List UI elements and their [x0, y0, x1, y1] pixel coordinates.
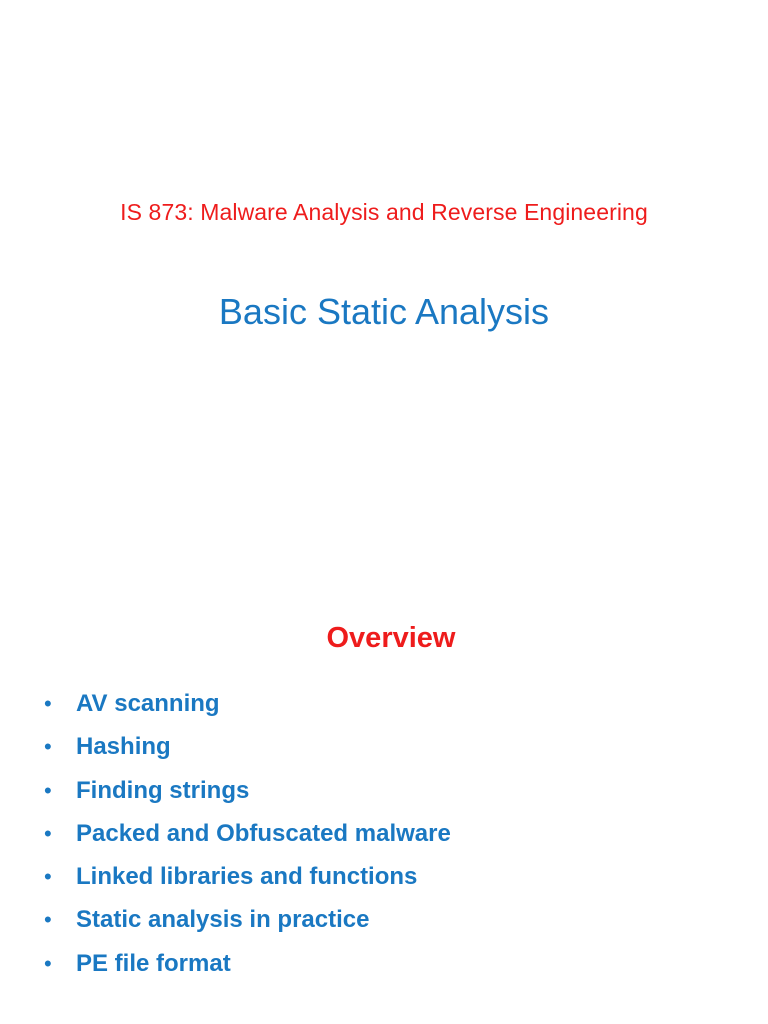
bullet-dot-icon: •: [44, 777, 52, 803]
overview-slide: [0, 512, 768, 1024]
course-title: IS 873: Malware Analysis and Reverse Engineering: [120, 199, 648, 225]
bullet-text: Static analysis in practice: [76, 906, 370, 934]
bullet-text: Hashing: [76, 733, 171, 761]
bullet-dot-icon: •: [44, 820, 52, 846]
overview-heading: Overview: [326, 622, 456, 654]
bullet-dot-icon: •: [44, 864, 52, 890]
bullet-dot-icon: •: [44, 907, 52, 933]
lecture-title: Basic Static Analysis: [218, 291, 550, 332]
bullet-text: PE file format: [76, 949, 231, 977]
bullet-text: Packed and Obfuscated malware: [76, 819, 451, 847]
bullet-text: Linked libraries and functions: [76, 863, 418, 891]
bullet-dot-icon: •: [44, 950, 52, 976]
bullet-dot-icon: •: [44, 734, 52, 760]
bullet-dot-icon: •: [44, 691, 52, 716]
bullet-text: AV scanning: [76, 690, 220, 717]
bullet-text: Finding strings: [76, 776, 250, 804]
